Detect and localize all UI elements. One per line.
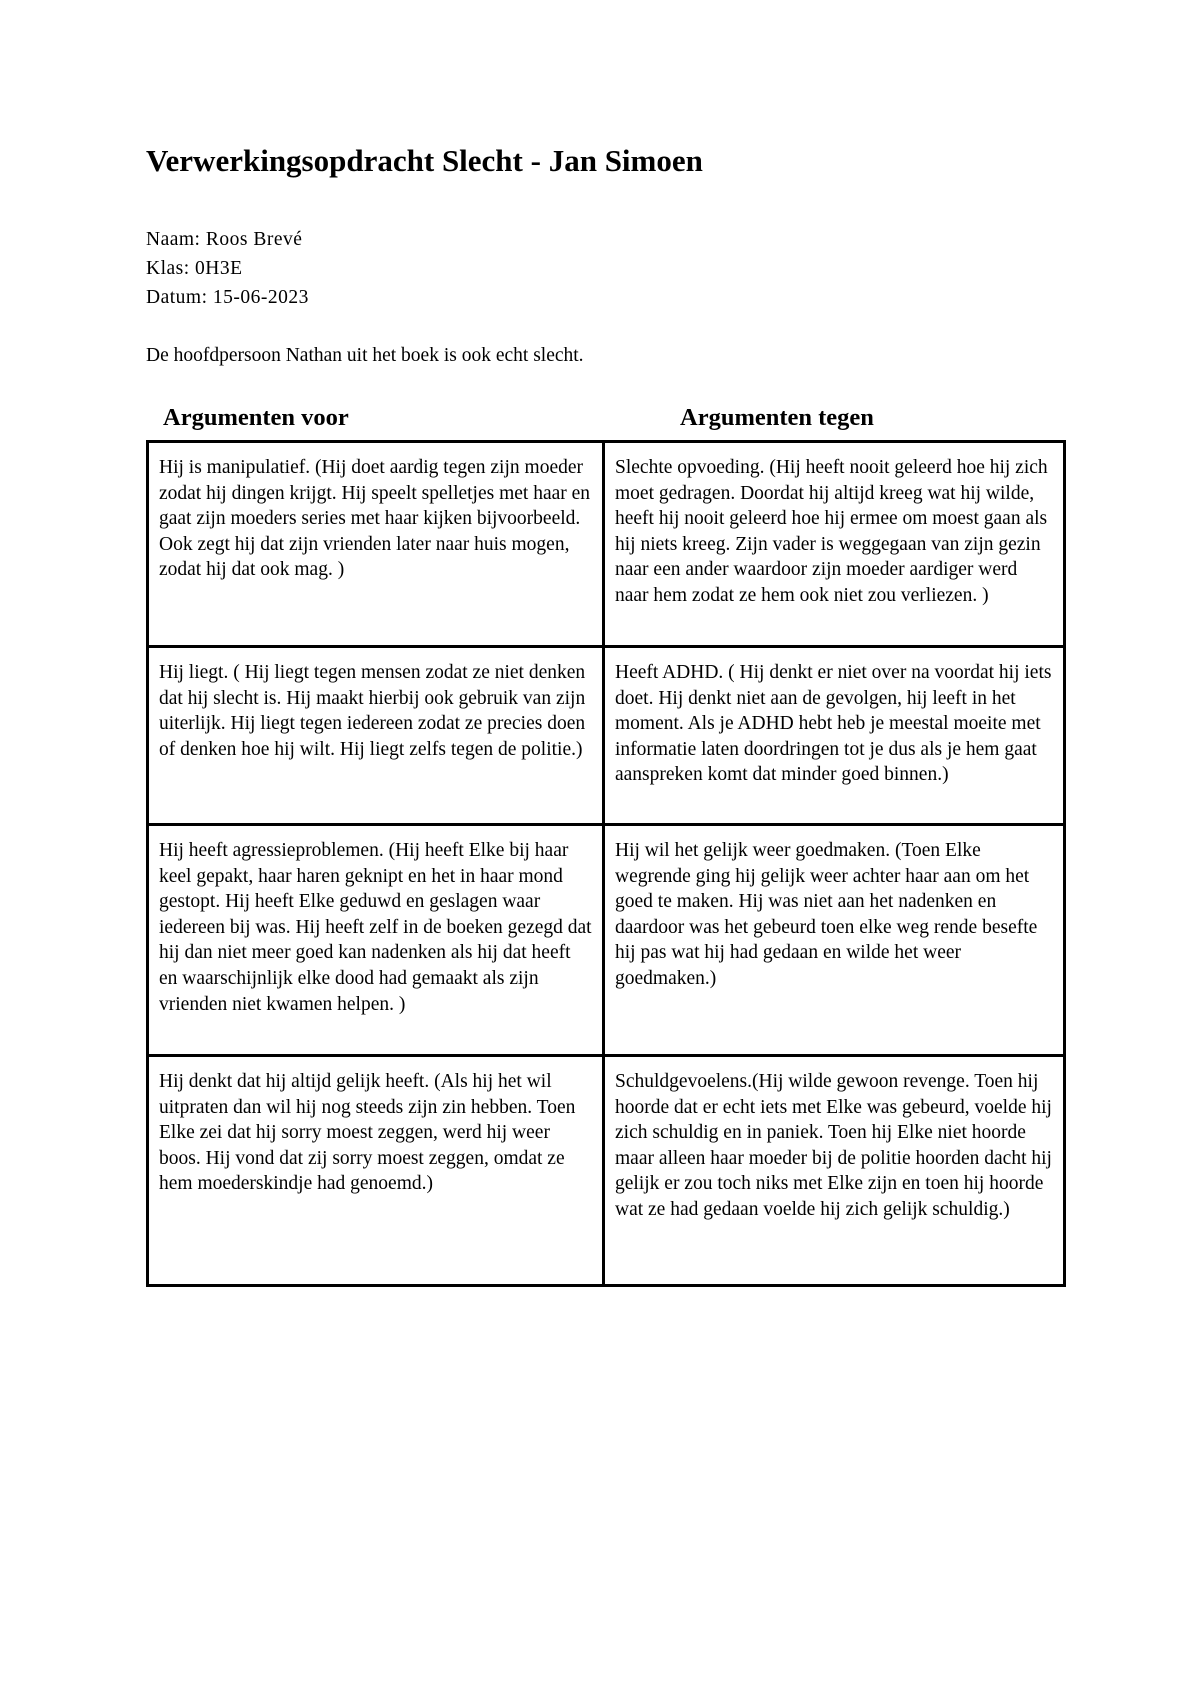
table-row	[148, 442, 1065, 647]
argument-for-cell: Hij liegt. ( Hij liegt tegen mensen zodat ze niet denken dat hij slecht is. Hij maakt hierbij ook gebruik van zijn uiterlijk. Hij liegt tegen iedereen zodat ze precies doen of denken hoe hij wilt. Hij liegt zelfs tegen de politie.)	[148, 647, 604, 825]
class-line: Klas: 0H3E	[146, 258, 243, 279]
document-title: Verwerkingsopdracht Slecht - Jan Simoen	[146, 143, 703, 178]
argument-against-cell: Schuldgevoelens.(Hij wilde gewoon revenge. Toen hij hoorde dat er echt iets met Elke was gebeurd, voelde hij zich schuldig en in paniek. Toen hij Elke niet hoorde maar alleen haar moeder bij de politie hoorden dacht hij gelijk er zou toch niks met Elke zijn en toen hij hoorde wat ze had gedaan voelde hij zich gelijk schuldig.)	[604, 1056, 1065, 1286]
argument-for-cell: Hij heeft agressieproblemen. (Hij heeft Elke bij haar keel gepakt, haar haren geknipt en het in haar mond gestopt. Hij heeft Elke geduwd en geslagen waar iedereen bij was. Hij heeft zelf in de boeken gezegd dat hij dan niet meer goed kan nadenken als hij dat heeft en waarschijnlijk elke dood had gemaakt als zijn vrienden niet kwamen helpen. )	[148, 825, 604, 1056]
name-line: Naam: Roos Brevé	[146, 229, 303, 250]
intro-text: De hoofdpersoon Nathan uit het boek is ook echt slecht.	[146, 345, 584, 366]
arguments-table	[146, 440, 1066, 1287]
argument-for-cell: Hij is manipulatief. (Hij doet aardig tegen zijn moeder zodat hij dingen krijgt. Hij speelt spelletjes met haar en gaat zijn moeders series met haar kijken bijvoorbeeld. Ook zegt hij dat zijn vrienden later naar huis mogen, zodat hij dat ook mag. )	[148, 442, 604, 647]
argument-against-cell: Heeft ADHD. ( Hij denkt er niet over na voordat hij iets doet. Hij denkt niet aan de gevolgen, hij leeft in het moment. Als je ADHD hebt heb je meestal moeite met informatie laten doordringen tot je dus als je hem gaat aanspreken komt dat minder goed binnen.)	[604, 647, 1065, 825]
table-row	[148, 647, 1065, 825]
heading-arguments-against: Argumenten tegen	[680, 404, 874, 431]
heading-arguments-for: Argumenten voor	[163, 404, 349, 431]
table-row	[148, 1056, 1065, 1286]
date-line: Datum: 15-06-2023	[146, 287, 309, 308]
argument-against-cell: Slechte opvoeding. (Hij heeft nooit geleerd hoe hij zich moet gedragen. Doordat hij altijd kreeg wat hij wilde, heeft hij nooit geleerd hoe hij ermee om moest gaan als hij niets kreeg. Zijn vader is weggegaan van zijn gezin naar een ander waardoor zijn moeder aardiger werd naar hem zodat ze hem ook niet zou verliezen. )	[604, 442, 1065, 647]
table-row	[148, 825, 1065, 1056]
argument-against-cell: Hij wil het gelijk weer goedmaken. (Toen Elke wegrende ging hij gelijk weer achter haar aan om het goed te maken. Hij was niet aan het nadenken en daardoor was het gebeurd toen elke weg rende besefte hij pas wat hij had gedaan en wilde het weer goedmaken.)	[604, 825, 1065, 1056]
argument-for-cell: Hij denkt dat hij altijd gelijk heeft. (Als hij het wil uitpraten dan wil hij nog steeds zijn zin hebben. Toen Elke zei dat hij sorry moest zeggen, werd hij weer boos. Hij vond dat zij sorry moest zeggen, omdat ze hem moederskindje had genoemd.)	[148, 1056, 604, 1286]
